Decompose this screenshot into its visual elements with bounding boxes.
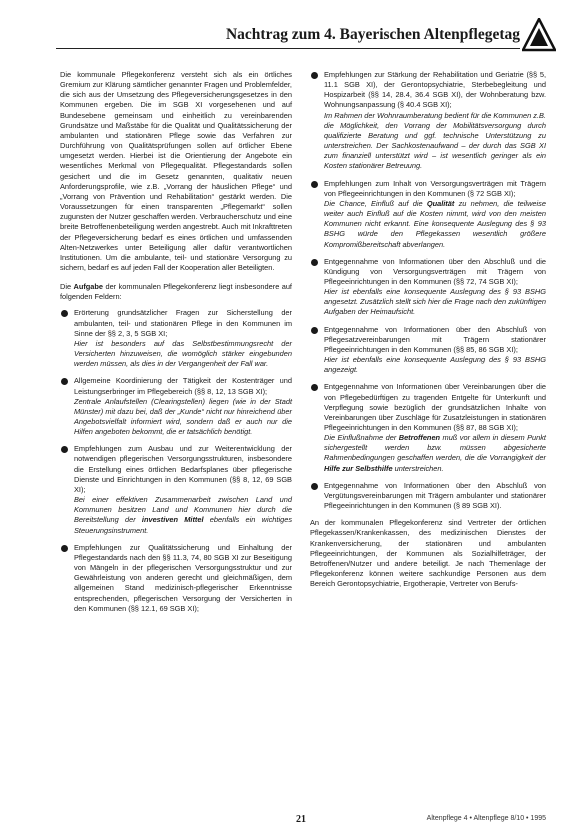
aufgabe-lead: Die — [60, 282, 72, 292]
note-lead: Bei einer effektiven Zusammenarbeit zwischen Land und Kommunen besitzen Land und Kommunen hier durch die Bereitstellung der — [74, 495, 292, 525]
note-rest: zu nehmen, die teilweise weiter auch Einfluß auf die Kosten nimmt, wird von den meisten Kommunen nicht erkannt. Eine konsequente Auslegung des § 93 BSHG würde den Pflegekassen wesentlich größere Kompromißbereitschaft abverlangen. — [324, 198, 546, 249]
bullet-icon — [311, 259, 318, 266]
aufgabe-keyword: Aufgabe — [73, 282, 104, 292]
aufgabe-paragraph — [60, 282, 292, 302]
intro-paragraph: Die kommunale Pflegekonferenz versteht sich als ein örtliches Gremium zur Klärung sämtlicher genannter Fragen und Problemfelder, die sich aus der Umsetzung des Pflegeversicherungsgesetzes in den Kommunen ergeben. Die im SGB XI vorgesehenen und auf Bundesebene gemeinsam und einheitlich zu vereinbarenden Grundsätze und Maßstäbe für die Qualität und Qualitätssicherung der ambulanten und stationären Pflege sowie das Verfahren zur Durchführung von Qualitätsprüfungen sollen auf örtlicher Ebene umgesetzt werden. Hierbei ist die Orientierung der Angebote ein wesentliches Merkmal von Pflegequalität. Pflegestandards sollen gesichert und die im Gesetz genannten, qualitativ neuen Anforderungsprofile, wie z.B. „Vorrang der häuslichen Pflege“ und „Vorrang von Prävention und Rehabilitation“ gestärkt werden. Die Voraussetzungen für einen transparenten „Pflegemarkt“ sollen zugunsten der Nutzer geschaffen werden. Verbraucherschutz und eine breite Betroffenenbeteiligung werden angestrebt. Auch mit Inkrafttreten der Pflegeversicherung bedarf es eines örtlichen und umfassenden Alten-Netzwerkes unter Beteiligung aller dafür verantwortlichen Institutionen. Um die ambulante, teil- und stationäre Versorgung zu sichern, bedarf es auf jeden Fall der Kooperation aller Beteiligten. — [60, 70, 292, 272]
list-item — [310, 257, 546, 318]
list-item-text: Erörterung grundsätzlicher Fragen zur Sicherstellung der ambulanten, teil- und stationären Pflege in den Kommunen im Sinne der §§ 2, 3, 5 SGB XI; — [74, 308, 292, 338]
header-title: Nachtrag zum 4. Bayerischen Altenpflegetag — [225, 26, 520, 43]
list-item-note — [74, 495, 292, 536]
list-item-text: Entgegennahme von Informationen über den Abschluß von Pflegesatzvereinbarungen mit Trägern stationärer Pflegeeinrichtungen in den Kommunen (§§ 85, 86 SGB XI); — [324, 324, 546, 354]
right-column — [310, 70, 546, 598]
note-rest: ebenfalls ein wichtiges Steuerungsinstrument. — [74, 515, 293, 535]
list-item-note — [324, 433, 546, 474]
closing-paragraph: An der kommunalen Pflegekonferenz sind Vertreter der örtlichen Pflegekassen/Krankenkassen, des medizinischen Dienstes der Krankenversicherung, der stationären und ambulanten Pflegeeinrichtungen, der Kommunen als Sozialhilfeträger, der Betroffenen/Nutzer und andere beteiligt. Je nach Themenlage der Pflegekonferenz können weitere sachkundige Personen aus dem Bereich Gerontopsychiatrie, Ergotherapie, Vertreter von Berufs- — [310, 518, 546, 589]
list-item-text: Entgegennahme von Informationen über Vereinbarungen über die von Pflegebedürftigen zu tragenden Entgelte für Unterkunft und Verpflegung sowie bezüglich der grundsätzlichen Inhalte von Vereinbarungen über Zuschläge für Zusatzleistungen in stationären Pflegeeinrichtungen in den Kommunen (§§ 87, 88 SGB XI); — [324, 382, 546, 432]
bullet-icon — [311, 72, 318, 79]
bullet-icon — [311, 384, 318, 391]
list-item-text: Allgemeine Koordinierung der Tätigkeit der Kostenträger und Leistungserbringer im Pflegebereich (§§ 8, 12, 13 SGB XI); — [74, 376, 292, 396]
bullet-icon — [61, 545, 68, 552]
note-rest: unterstreichen. — [394, 463, 444, 473]
list-item — [60, 444, 292, 535]
list-item — [310, 325, 546, 376]
list-item-note: Zentrale Anlaufstellen (Clearingstellen) liegen (wie in der Stadt Münster) mit dazu bei, daß der „Kunde“ nicht nur hinreichend über Angebotsvielfalt informiert wird, sondern daß er auch nur die Hilfen angeboten bekommt, die er tatsächlich benötigt. — [74, 396, 292, 437]
list-item — [310, 481, 546, 511]
aufgabe-rest: der kommunalen Pflegekonferenz liegt insbesondere auf folgenden Feldern: — [60, 282, 292, 302]
list-item — [310, 382, 546, 473]
note-lead: Die Chance, Einfluß auf die — [324, 198, 423, 208]
list-item-text: Empfehlungen zum Inhalt von Versorgungsverträgen mit Trägern von Pflegeeinrichtungen in den Kommunen (§ 72 SGB XI); — [324, 178, 546, 198]
list-item-text: Empfehlungen zum Ausbau und zur Weiterentwicklung der notwendigen pflegerischen Versorgungsstrukturen, insbesondere die Erstellung eines örtlichen Bedarfsplanes über pflegerische Dienste und Einrichtungen in den Kommunen (§§ 8, 12, 69 SGB XI); — [74, 444, 292, 494]
footer-source: Altenpflege 4 • Altenpflege 8/10 • 1995 — [426, 815, 546, 822]
list-item-text: Entgegennahme von Informationen über den Abschluß und die Kündigung von Versorgungsverträgen mit Trägern von Pflegeeinrichtungen in den Kommunen (§§ 72, 74 SGB XI); — [324, 256, 546, 286]
note-middle: muß vor allem in diesem Punkt sichergestellt werden bzw. müssen abgesicherte Rahmenbedingungen geschaffen werden, die die Vorrangigkeit der — [324, 433, 546, 463]
bullet-icon — [61, 310, 68, 317]
list-item — [60, 543, 292, 614]
left-column — [60, 70, 292, 621]
note-emphasis: Qualität — [426, 198, 455, 208]
list-item-note: Im Rahmen der Wohnraumberatung bedient für die Kommunen z.B. die Möglichkeit, den Vorrang der Mobilitätsversorgung durch qualifizierte Beratung und ggf. technische Unterstützung zu unterstreichen. Der Sachkostenaufwand – der durch das SGB XI zum finanziell unterstützt wird – ist wesentlich geringer als ein Kosten stationärer Betreuung. — [324, 110, 546, 171]
page-header — [56, 18, 556, 54]
left-bullet-list — [60, 308, 292, 613]
note-emphasis-2: Hilfe zur Selbsthilfe — [324, 463, 393, 473]
list-item-text: Empfehlungen zur Stärkung der Rehabilitation und Geriatrie (§§ 5, 11.1 SGB XI), der Gerontopsychiatrie, Sterbebegleitung und Hospizarbeit (§§ 14, 28.4, 36.4 SGB XI), der Wohnberatung bzw. Wohnungsanpassung (§ 40.4 SGB XI); — [324, 70, 546, 110]
bullet-icon — [61, 378, 68, 385]
bullet-icon — [61, 446, 68, 453]
list-item-note: Hier ist ebenfalls eine konsequente Auslegung des § 93 BSHG angezeigt. — [324, 355, 546, 375]
triangle-logo-icon — [522, 18, 556, 52]
bullet-icon — [311, 327, 318, 334]
list-item-text: Entgegennahme von Informationen über den Abschluß von Vergütungsvereinbarungen mit Trägern ambulanter und stationärer Pflegeeinrichtungen in den Kommunen (§ 89 SGB XI). — [324, 480, 546, 511]
bullet-icon — [311, 483, 318, 490]
list-item-note: Hier ist besonders auf das Selbstbestimmungsrecht der Versicherten hinzuweisen, die womöglich stärker eingebunden werden müssen, als dies in der Vergangenheit der Fall war. — [74, 338, 292, 369]
header-rule — [56, 48, 520, 49]
page-footer — [60, 814, 546, 826]
note-lead: Die Einflußnahme der — [324, 433, 397, 443]
list-item — [310, 179, 546, 250]
page-number: 21 — [296, 814, 306, 825]
list-item-note — [324, 199, 546, 250]
right-bullet-list — [310, 70, 546, 511]
list-item — [60, 376, 292, 437]
note-emphasis: investiven Mittel — [141, 515, 204, 525]
note-emphasis: Betroffenen — [398, 433, 441, 443]
bullet-icon — [311, 181, 318, 188]
list-item-note: Hier ist ebenfalls eine konsequente Auslegung des § 93 BSHG angesetzt. Zusätzlich stellt sich hier die Frage nach den zukünftigen Aufgaben der Heimaufsicht. — [324, 287, 546, 317]
list-item — [60, 308, 292, 369]
list-item-text: Empfehlungen zur Qualitätssicherung und Einhaltung der Pflegestandards nach den §§ 11.3, 74, 80 SGB XI zur Beseitigung von Mängeln in der pflegerischen Versorgungsstruktur und zur Gewährleistung von anderen gerecht und gleichmäßigen, dem allgemeinen Stand medizinisch-pflegerischer Erkenntnisse entsprechenden, pflegerischen Versorgung der Versicherten in den Kommunen (§§ 12.1, 69 SGB XI); — [74, 542, 292, 613]
list-item — [310, 70, 546, 172]
